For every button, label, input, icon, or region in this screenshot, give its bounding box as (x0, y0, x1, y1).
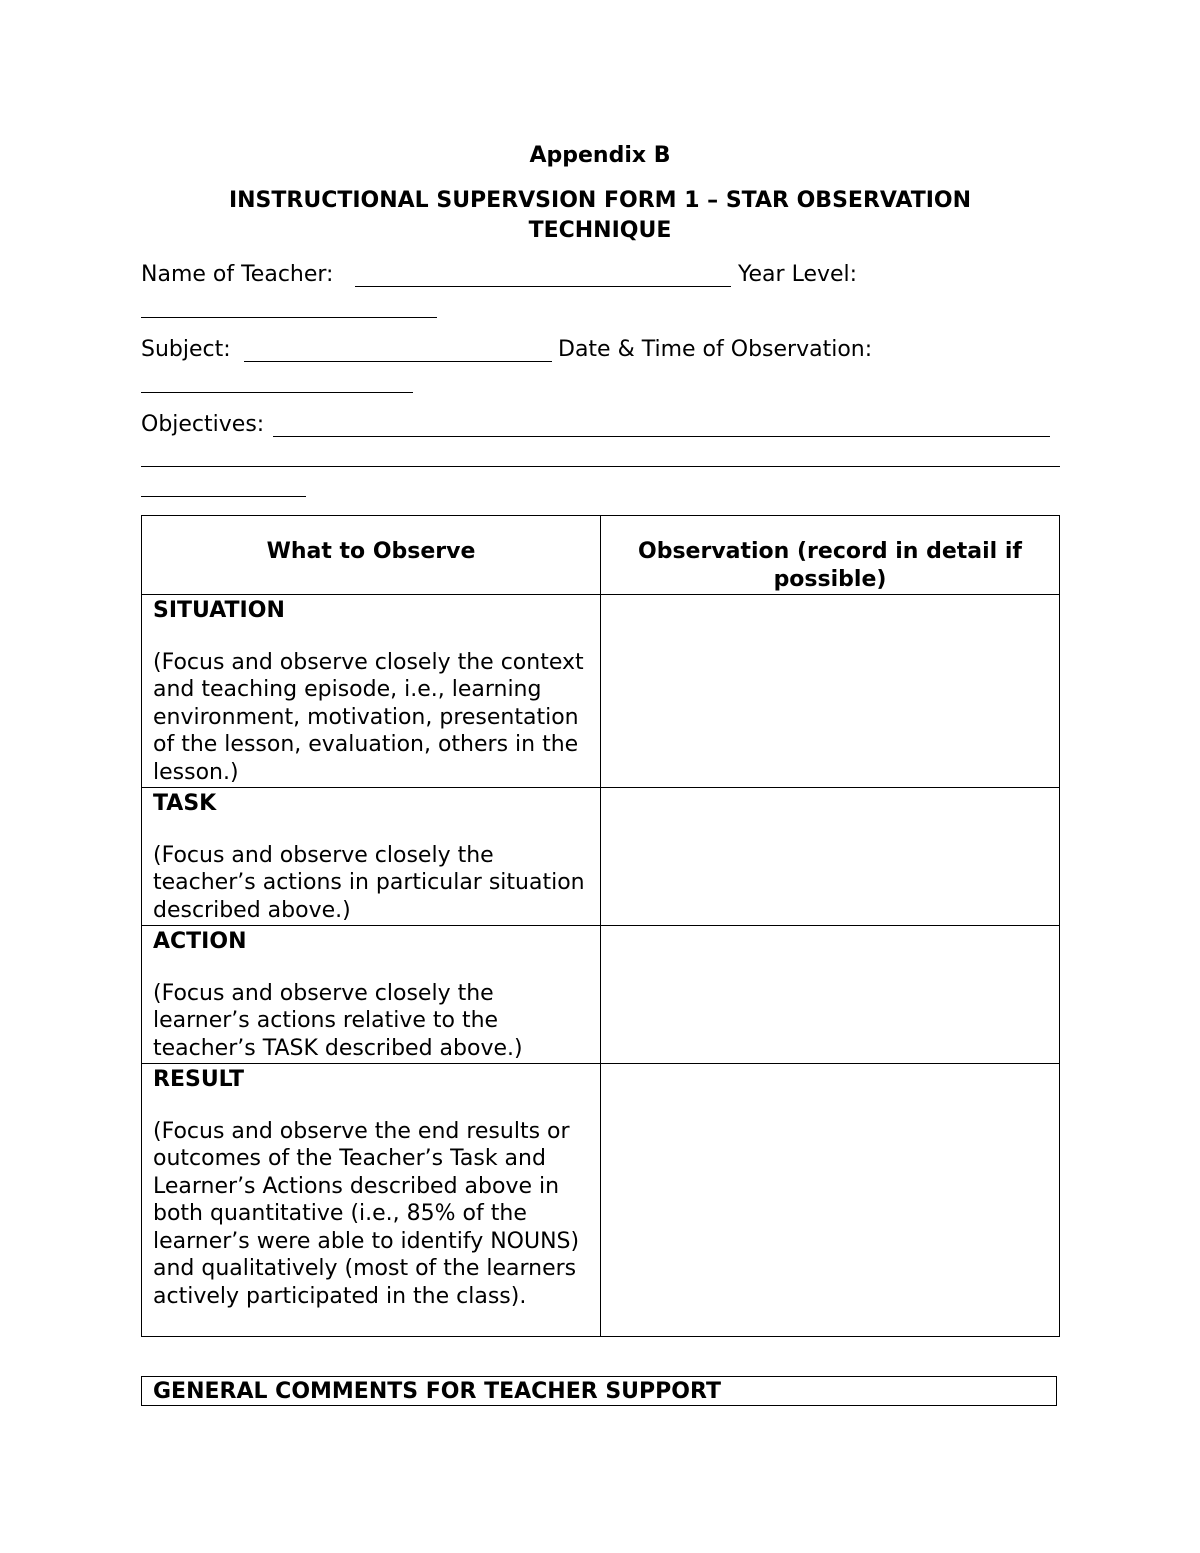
general-comments-label: GENERAL COMMENTS FOR TEACHER SUPPORT (153, 1379, 721, 1404)
situation-cell (142, 595, 601, 788)
table-header-row (142, 516, 1060, 595)
star-observation-table (141, 515, 1060, 1337)
action-description: (Focus and observe closely the learner’s actions relative to the teacher’s TASK described above.) (153, 980, 523, 1061)
situation-heading: SITUATION (153, 598, 285, 623)
teacher-name-label: Name of Teacher: (141, 262, 334, 287)
table-row-action (142, 926, 1060, 1064)
task-description: (Focus and observe closely the teacher’s actions in particular situation described above.) (153, 842, 585, 923)
task-cell (142, 788, 601, 926)
year-level-label: Year Level: (738, 262, 858, 287)
situation-observation-cell[interactable] (601, 595, 1060, 788)
task-heading: TASK (153, 791, 217, 816)
header-what-to-observe: What to Observe (142, 516, 601, 595)
situation-description: (Focus and observe closely the context and teaching episode, i.e., learning environment, motivation, presentation of the lesson, evaluation, others in the lesson.) (153, 649, 584, 785)
form-title-line-2: TECHNIQUE (528, 218, 672, 243)
action-heading: ACTION (153, 929, 247, 954)
form-title-line-1: INSTRUCTIONAL SUPERVSION FORM 1 – STAR OBSERVATION (228, 188, 972, 213)
objectives-field-line-1[interactable] (273, 436, 1050, 437)
subject-label: Subject: (141, 337, 231, 362)
objectives-field-line-3[interactable] (141, 496, 306, 497)
table-row-task (142, 788, 1060, 926)
table-row-result (142, 1064, 1060, 1337)
action-cell (142, 926, 601, 1064)
date-time-field[interactable] (141, 392, 413, 393)
objectives-label: Objectives: (141, 412, 265, 437)
action-observation-cell[interactable] (601, 926, 1060, 1064)
result-observation-cell[interactable] (601, 1064, 1060, 1337)
general-comments-box[interactable] (141, 1376, 1057, 1406)
result-heading: RESULT (153, 1067, 245, 1092)
table-row-situation (142, 595, 1060, 788)
header-observation: Observation (record in detail if possible) (601, 516, 1060, 595)
date-time-label: Date & Time of Observation: (558, 337, 873, 362)
appendix-title: Appendix B (529, 143, 671, 168)
result-description: (Focus and observe the end results or outcomes of the Teacher’s Task and Learner’s Actions described above in both quantitative (i.e., 85% of the learner’s were able to identify NOUNS) and qualitatively (most of the learners actively participated in the class). (153, 1118, 580, 1309)
objectives-field-line-2[interactable] (141, 466, 1060, 467)
subject-field[interactable] (244, 361, 552, 362)
year-level-field[interactable] (141, 317, 437, 318)
task-observation-cell[interactable] (601, 788, 1060, 926)
result-cell (142, 1064, 601, 1337)
teacher-name-field[interactable] (355, 286, 731, 287)
